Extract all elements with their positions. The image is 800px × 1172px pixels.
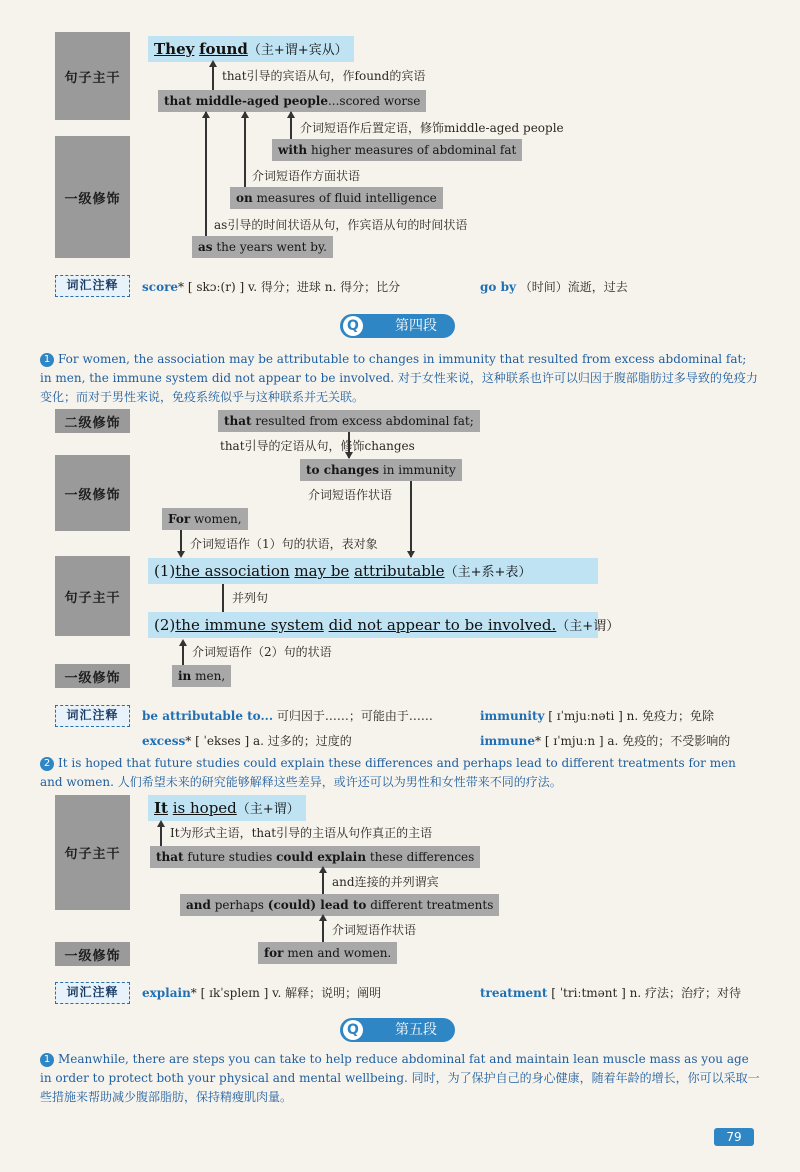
to-changes-phrase: to changes in immunity: [300, 459, 462, 481]
label-main-clause: 句子主干: [55, 32, 130, 120]
section-5-paragraph-1: 1 Meanwhile, there are steps you can take to help reduce abdominal fat and maintain lean muscle mass as you age in order to protect both your physical and mental wellbeing. 同时，为了保护自己的身心健康，随着年龄的增长，你可以采取一些措施来帮助减少腹部脂肪，保持精瘦肌肉量。: [40, 1052, 760, 1104]
vocab-immune: immune* [ ɪˈmjuːn ] a. 免疫的；不受影响的: [480, 734, 731, 748]
that-future-clause: that future studies could explain these differences: [150, 846, 480, 868]
label-first-modifier-a: 一级修饰: [55, 455, 130, 531]
with-phrase: with higher measures of abdominal fat: [272, 139, 522, 161]
search-icon: Q: [343, 316, 363, 336]
section-5-title: Q 第五段: [340, 1018, 455, 1042]
note-with-phrase: 介词短语作后置定语，修饰middle-aged people: [300, 121, 564, 135]
note-and-parallel: and连接的并列谓宾: [332, 875, 439, 889]
note-it-formal-subject: It为形式主语，that引导的主语从句作真正的主语: [170, 826, 433, 840]
section-4-title: Q 第四段: [340, 314, 455, 338]
for-women-phrase: For women,: [162, 508, 248, 530]
note-adverbial-2: 介词短语作状语: [332, 923, 417, 937]
it-is-hoped: It is hoped（主+谓）: [148, 795, 306, 821]
label-first-modifier-b: 一级修饰: [55, 664, 130, 688]
main-clause-they-found: They found（主+谓+宾从）: [148, 36, 354, 62]
search-icon: Q: [343, 1020, 363, 1040]
vocab-immunity: immunity [ ɪˈmjuːnəti ] n. 免疫力；免除: [480, 709, 714, 723]
vocab-label-b2: 词汇注释: [55, 982, 130, 1004]
in-men-phrase: in men,: [172, 665, 231, 687]
object-clause: that middle-aged people...scored worse: [158, 90, 426, 112]
label-main-clause-4: 句子主干: [55, 556, 130, 636]
main-clause-2: (2)the immune system did not appear to be involved.（主+谓）: [148, 612, 598, 638]
vocab-treatment: treatment [ ˈtriːtmənt ] n. 疗法；治疗；对待: [480, 986, 741, 1000]
section-4-paragraph-2: 2 It is hoped that future studies could explain these differences and perhaps lead to different treatments for men and women. 人们希望未来的研究能够解释这些差异，或许还可以为男性和女性带来不同的疗法。: [40, 756, 736, 789]
vocab-score: score* [ skɔː(r) ] v. 得分；进球 n. 得分；比分: [142, 280, 401, 294]
note-as-clause: as引导的时间状语从句，作宾语从句的时间状语: [214, 218, 468, 232]
vocab-label: 词汇注释: [55, 275, 130, 297]
label-first-modifier-b2: 一级修饰: [55, 942, 130, 966]
label-first-modifier: 一级修饰: [55, 136, 130, 258]
as-clause: as the years went by.: [192, 236, 333, 258]
label-second-modifier: 二级修饰: [55, 409, 130, 433]
note-adverbial: 介词短语作状语: [308, 488, 393, 502]
note-on-phrase: 介词短语作方面状语: [252, 169, 361, 183]
vocab-label-4: 词汇注释: [55, 705, 130, 727]
section-4-paragraph-1: 1 For women, the association may be attributable to changes in immunity that resulted from excess abdominal fat; in men, the immune system did not appear to be involved. 对于女性来说，这种联系也许可以归因于腹部脂肪过多导致的免疫力变化；而对于男性来说，免疫系统似乎与这种联系并无关联。: [40, 352, 758, 404]
vocab-excess: excess* [ ˈekses ] a. 过多的；过度的: [142, 734, 352, 748]
and-lead-to-phrase: and perhaps (could) lead to different treatments: [180, 894, 499, 916]
note-that-relative: that引导的定语从句，修饰changes: [220, 439, 415, 453]
vocab-explain: explain* [ ɪkˈspleɪn ] v. 解释；说明；阐明: [142, 986, 382, 1000]
page-number: 79: [714, 1128, 754, 1146]
that-resulted-clause: that resulted from excess abdominal fat;: [218, 410, 480, 432]
note-parallel: 并列句: [232, 591, 269, 605]
vocab-attributable: be attributable to... 可归因于……；可能由于……: [142, 709, 433, 723]
for-men-and-women: for men and women.: [258, 942, 397, 964]
vocab-go-by: go by （时间）流逝，过去: [480, 280, 628, 294]
note-in-men: 介词短语作（2）句的状语: [192, 645, 332, 659]
label-main-clause-b2: 句子主干: [55, 795, 130, 910]
main-clause-1: (1)the association may be attributable（主+系+表）: [148, 558, 598, 584]
note-for-women: 介词短语作（1）句的状语，表对象: [190, 537, 378, 551]
on-phrase: on measures of fluid intelligence: [230, 187, 443, 209]
note-that-clause: that引导的宾语从句，作found的宾语: [222, 69, 426, 83]
